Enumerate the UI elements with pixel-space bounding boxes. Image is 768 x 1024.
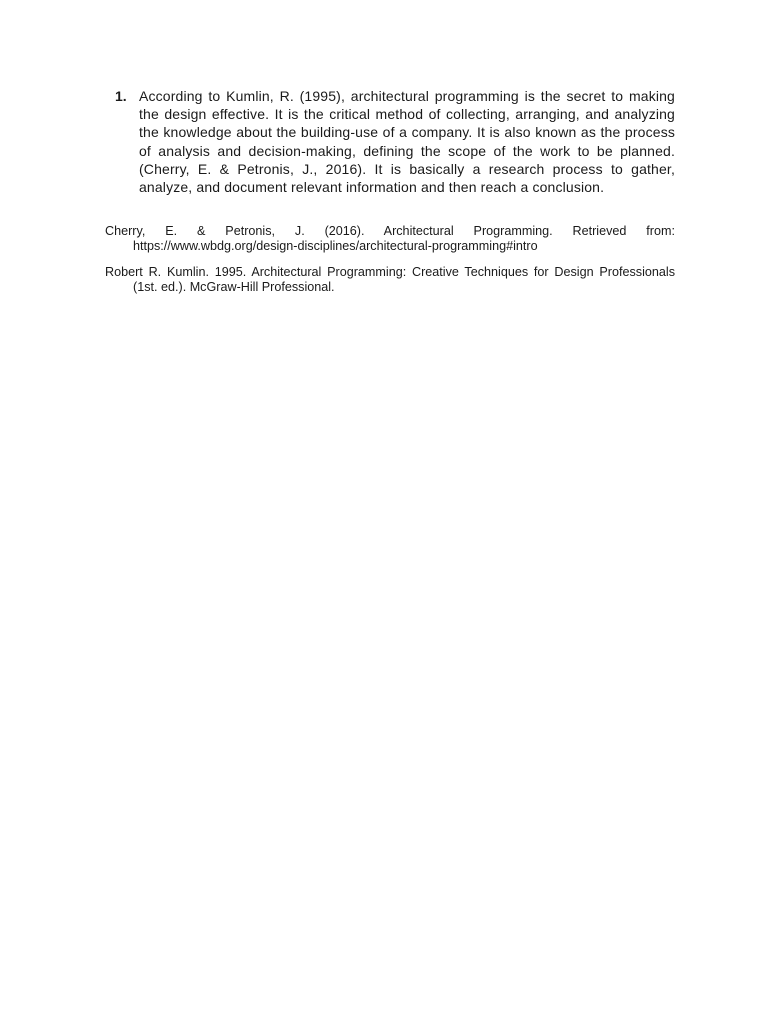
paragraph-text: According to Kumlin, R. (1995), architectural programming is the secret to making the design effective. It is the critical method of collecting, arranging, and analyzing the knowledge about the building-use of a company. It is also known as the process of analysis and decision-making, defining the scope of the work to be planned. (Cherry, E. & Petronis, J., 2016). It is basically a research process to gather, analyze, and document relevant information and then reach a conclusion. xyxy=(139,88,675,196)
reference-list xyxy=(105,224,675,306)
numbered-paragraph xyxy=(115,87,675,196)
reference-kumlin: Robert R. Kumlin. 1995. Architectural Programming: Creative Techniques for Design Professionals (1st. ed.). McGraw-Hill Professional. xyxy=(105,265,675,294)
list-number: 1. xyxy=(115,88,127,104)
reference-cherry-petronis: Cherry, E. & Petronis, J. (2016). Architectural Programming. Retrieved from: https://www.wbdg.org/design-disciplines/architectural-programming#intro xyxy=(105,224,675,253)
